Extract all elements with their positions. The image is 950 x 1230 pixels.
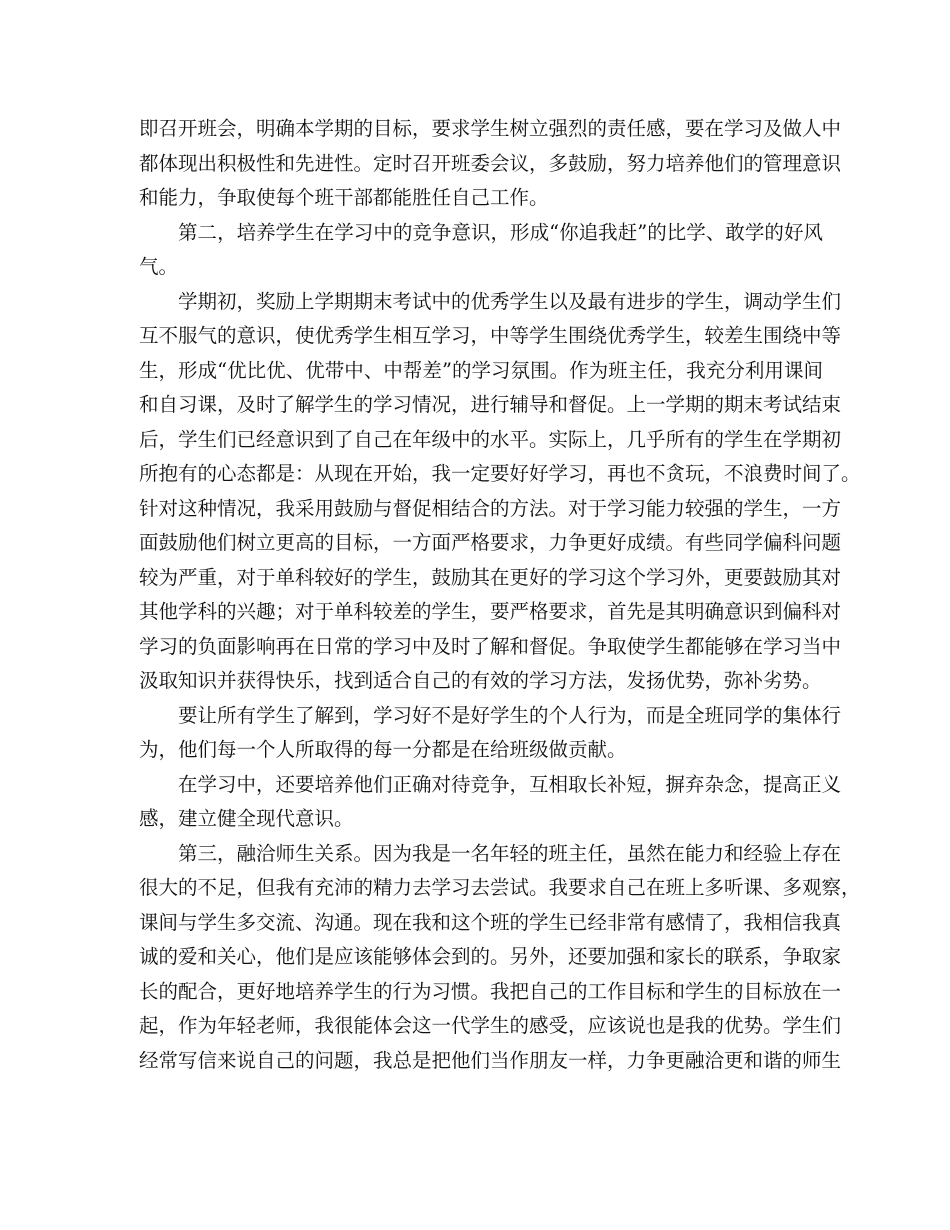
paragraph-line: 学习的负面影响再在日常的学习中及时了解和督促。争取使学生都能够在学习当中 xyxy=(139,634,842,658)
paragraph-line: 汲取知识并获得快乐，找到适合自己的有效的学习方法，发扬优势，弥补劣势。 xyxy=(139,669,822,692)
paragraph-line: 很大的不足，但我有充沛的精力去学习去尝试。我要求自己在班上多听课、多观察， xyxy=(139,876,861,899)
paragraph-line: 面鼓励他们树立更高的目标，一方面严格要求，力争更好成绩。有些同学偏科问题 xyxy=(139,531,842,554)
paragraph-line: 气。 xyxy=(139,255,179,278)
paragraph-line: 和自习课，及时了解学生的学习情况，进行辅导和督促。上一学期的期末考试结束 xyxy=(139,393,842,416)
document-body xyxy=(139,112,861,1078)
paragraph-line: 互不服气的意识，使优秀学生相互学习，中等学生围绕优秀学生，较差生围绕中等 xyxy=(139,324,842,347)
paragraph-line: 课间与学生多交流、沟通。现在我和这个班的学生已经非常有感情了，我相信我真 xyxy=(139,910,842,934)
paragraph-line: 感，建立健全现代意识。 xyxy=(139,807,354,830)
paragraph-line: 诚的爱和关心，他们是应该能够体会到的。另外，还要加强和家长的联系，争取家 xyxy=(139,945,842,968)
paragraph-line: 长的配合，更好地培养学生的行为习惯。我把自己的工作目标和学生的目标放在一 xyxy=(139,979,842,1003)
paragraph-line: 生，形成“优比优、优带中、中帮差”的学习氛围。作为班主任，我充分利用课间 xyxy=(139,358,823,382)
paragraph-line: 后，学生们已经意识到了自己在年级中的水平。实际上，几乎所有的学生在学期初 xyxy=(139,427,842,451)
paragraph-line: 针对这种情况，我采用鼓励与督促相结合的方法。对于学习能力较强的学生，一方 xyxy=(139,496,842,520)
paragraph-line: 所抱有的心态都是：从现在开始，我一定要好好学习，再也不贪玩，不浪费时间了。 xyxy=(139,462,861,485)
paragraph-line: 和能力，争取使每个班干部都能胜任自己工作。 xyxy=(139,186,549,209)
paragraph-line: 其他学科的兴趣；对于单科较差的学生，要严格要求，首先是其明确意识到偏科对 xyxy=(139,600,842,623)
paragraph-first-line: 第三，融洽师生关系。因为我是一名年轻的班主任，虽然在能力和经验上存在 xyxy=(178,841,842,865)
paragraph-line: 即召开班会，明确本学期的目标，要求学生树立强烈的责任感，要在学习及做人中 xyxy=(139,117,842,140)
paragraph-first-line: 在学习中，还要培养他们正确对待竞争，互相取长补短，摒弃杂念，提高正义 xyxy=(178,772,842,796)
paragraph-line: 都体现出积极性和先进性。定时召开班委会议，多鼓励，努力培养他们的管理意识 xyxy=(139,151,842,175)
paragraph-line: 起，作为年轻老师，我很能体会这一代学生的感受，应该说也是我的优势。学生们 xyxy=(139,1014,842,1037)
paragraph-line: 经常写信来说自己的问题，我总是把他们当作朋友一样，力争更融洽更和谐的师生 xyxy=(139,1048,842,1072)
paragraph-line: 较为严重，对于单科较好的学生，鼓励其在更好的学习这个学习外，更要鼓励其对 xyxy=(139,565,842,589)
paragraph-line: 为，他们每一个人所取得的每一分都是在给班级做贡献。 xyxy=(139,738,627,761)
paragraph-first-line: 要让所有学生了解到，学习好不是好学生的个人行为，而是全班同学的集体行 xyxy=(178,703,842,727)
paragraph-first-line: 学期初，奖励上学期期末考试中的优秀学生以及最有进步的学生，调动学生们 xyxy=(178,289,842,313)
paragraph-first-line: 第二，培养学生在学习中的竞争意识，形成“你追我赶”的比学、敢学的好风 xyxy=(178,220,823,244)
